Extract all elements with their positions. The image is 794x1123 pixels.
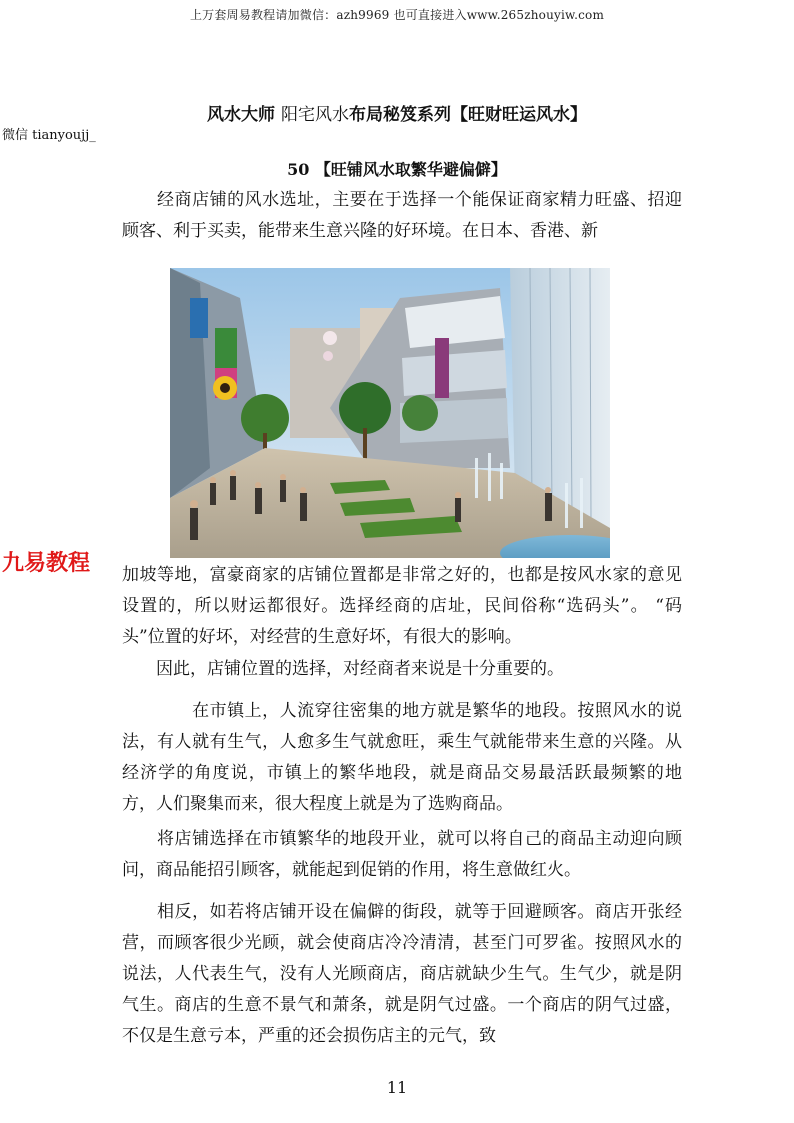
paragraph-6: 相反，如若将店铺开设在偏僻的街段，就等于回避顾客。商店开张经营，而顾客很少光顾，就会使商店冷冷清清，甚至门可罗雀。按照风水的说法，人代表生气，没有人光顾商店，商店就缺少生气。生气少，就是阴气生。商店的生意不景气和萧条，就是阴气过盛。一个商店的阴气过盛，不仅是生意亏本，严重的还会损伤店主的元气，致 <box>122 902 682 1046</box>
title-part-3: 布局秘笈系列【旺财旺运风水】 <box>348 105 587 125</box>
shopping-street-illustration <box>170 268 610 558</box>
title-part-1: 风水大师 <box>207 105 276 125</box>
document-title <box>0 100 794 125</box>
section-title: 50 【旺铺风水取繁华避偏僻】 <box>287 160 507 179</box>
paragraph-4: 在市镇上，人流穿往密集的地方就是繁华的地段。按照风水的说法，有人就有生气，人愈多生气就愈旺，乘生气就能带来生意的兴隆。从经济学的角度说，市镇上的繁华地段，就是商品交易最活跃最频繁的地方，人们聚集而来，很大程度上就是为了选购商品。 <box>122 701 682 814</box>
paragraph-3: 因此，店铺位置的选择，对经商者来说是十分重要的。 <box>122 659 564 679</box>
paragraph-1: 经商店铺的风水选址，主要在于选择一个能保证商家精力旺盛、招迎顾客、利于买卖，能带来生意兴隆的好环境。在日本、香港、新 <box>122 190 682 241</box>
paragraph-5: 将店铺选择在市镇繁华的地段开业，就可以将自己的商品主动迎向顾问，商品能招引顾客，就能起到促销的作用，将生意做红火。 <box>122 829 682 880</box>
jiuyi-logo: 九易教程 <box>2 551 91 576</box>
wechat-label: 微信 tianyoujj_ <box>2 128 96 143</box>
paragraph-2: 加坡等地，富豪商家的店铺位置都是非常之好的，也都是按风水家的意见设置的，所以财运都很好。选择经商的店址，民间俗称“选码头”。 “码头”位置的好坏，对经营的生意好坏，有很大的影响。 <box>122 565 682 647</box>
page-number: 11 <box>386 1078 408 1097</box>
title-part-2: 阳宅风水 <box>280 105 349 125</box>
header-note: 上万套周易教程请加微信：azh9969 也可直接进入www.265zhouyiw.com <box>189 8 605 22</box>
